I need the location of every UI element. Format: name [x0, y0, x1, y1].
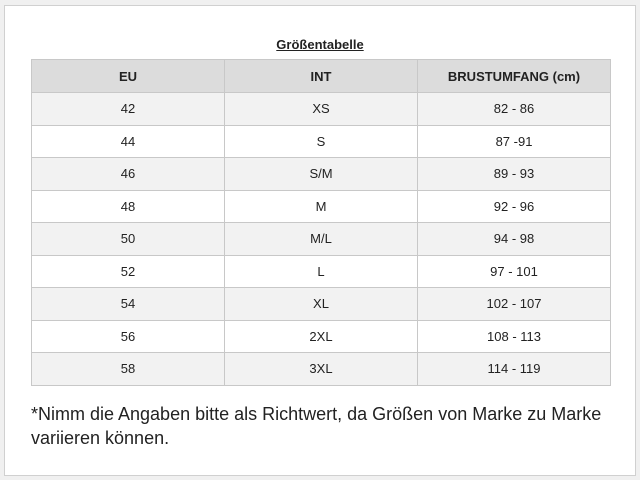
- table-row: [32, 223, 611, 256]
- cell-eu: 46: [32, 158, 225, 191]
- cell-eu: 44: [32, 125, 225, 158]
- table-row: [32, 93, 611, 126]
- table-row: [32, 288, 611, 321]
- cell-brustumfang: 94 - 98: [418, 223, 611, 256]
- table-row: [32, 320, 611, 353]
- table-row: [32, 255, 611, 288]
- cell-brustumfang: 89 - 93: [418, 158, 611, 191]
- cell-int: M/L: [225, 223, 418, 256]
- cell-eu: 58: [32, 353, 225, 386]
- size-table: [31, 59, 611, 386]
- cell-brustumfang: 97 - 101: [418, 255, 611, 288]
- cell-brustumfang: 114 - 119: [418, 353, 611, 386]
- header-brustumfang: BRUSTUMFANG (cm): [418, 60, 611, 93]
- header-eu: EU: [32, 60, 225, 93]
- cell-int: 2XL: [225, 320, 418, 353]
- cell-eu: 42: [32, 93, 225, 126]
- cell-brustumfang: 92 - 96: [418, 190, 611, 223]
- table-row: [32, 158, 611, 191]
- cell-eu: 54: [32, 288, 225, 321]
- cell-eu: 48: [32, 190, 225, 223]
- cell-brustumfang: 102 - 107: [418, 288, 611, 321]
- cell-int: M: [225, 190, 418, 223]
- cell-eu: 52: [32, 255, 225, 288]
- cell-brustumfang: 108 - 113: [418, 320, 611, 353]
- cell-int: 3XL: [225, 353, 418, 386]
- disclaimer-note: *Nimm die Angaben bitte als Richtwert, da Größen von Marke zu Marke variieren können.: [31, 404, 602, 448]
- cell-int: S: [225, 125, 418, 158]
- size-chart-card: [4, 5, 636, 476]
- cell-int: S/M: [225, 158, 418, 191]
- cell-eu: 50: [32, 223, 225, 256]
- table-row: [32, 125, 611, 158]
- table-row: [32, 190, 611, 223]
- table-header-row: [32, 60, 611, 93]
- chart-title: Größentabelle: [276, 37, 364, 52]
- cell-brustumfang: 87 -91: [418, 125, 611, 158]
- cell-int: XL: [225, 288, 418, 321]
- table-row: [32, 353, 611, 386]
- header-int: INT: [225, 60, 418, 93]
- cell-eu: 56: [32, 320, 225, 353]
- cell-brustumfang: 82 - 86: [418, 93, 611, 126]
- cell-int: XS: [225, 93, 418, 126]
- cell-int: L: [225, 255, 418, 288]
